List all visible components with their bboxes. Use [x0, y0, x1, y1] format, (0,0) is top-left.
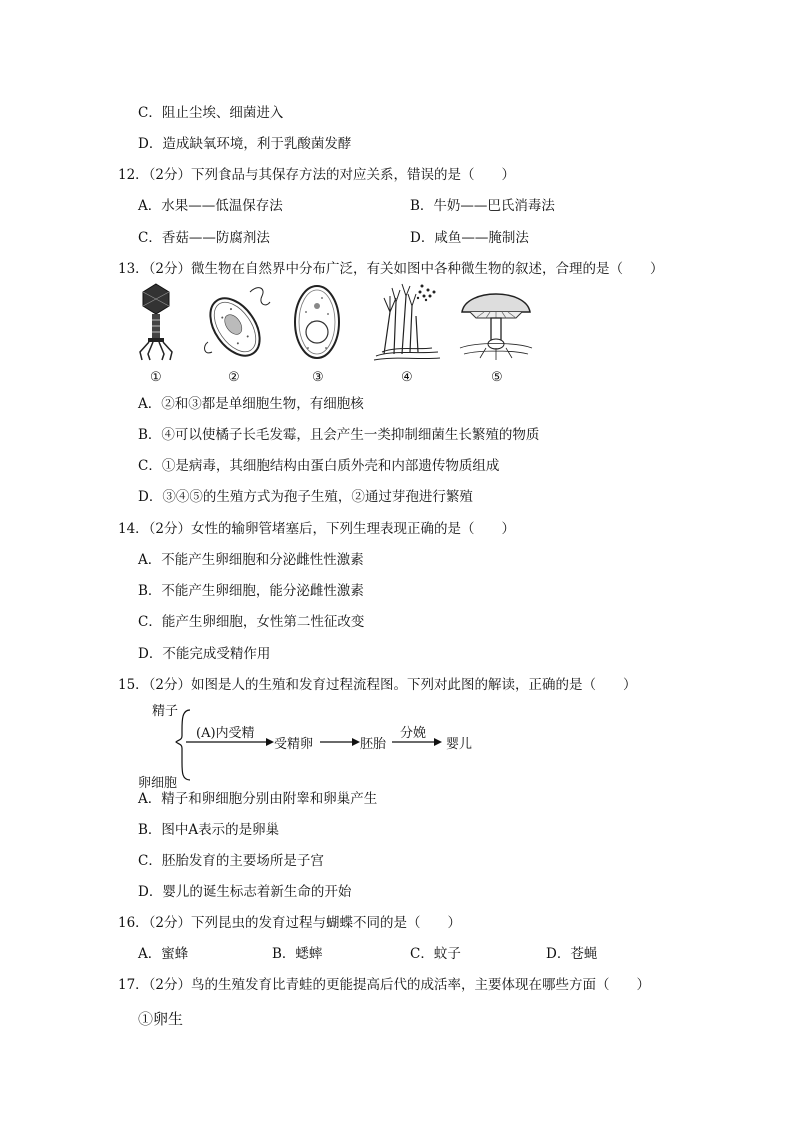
q15-stem: 15．（2分）如图是人的生殖和发育过程流程图。下列对此图的解读，正确的是（ ）	[118, 677, 637, 693]
q15-option-c: C．胚胎发育的主要场所是子宫	[138, 853, 324, 869]
q14-stem: 14．（2分）女性的输卵管堵塞后，下列生理表现正确的是（ ）	[118, 521, 516, 537]
q16-option-a: A．蜜蜂	[138, 946, 189, 962]
q14-option-c: C．能产生卵细胞，女性第二性征改变	[138, 614, 365, 630]
q13-option-d: D．③④⑤的生殖方式为孢子生殖，②通过芽孢进行繁殖	[138, 489, 473, 505]
q13-stem: 13．（2分）微生物在自然界中分布广泛，有关如图中各种微生物的叙述，合理的是（ ）	[118, 261, 664, 277]
figure-label-4: ④	[401, 370, 413, 385]
q17-stem: 17．（2分）鸟的生殖发育比青蛙的更能提高后代的成活率，主要体现在哪些方面（ ）	[118, 977, 651, 993]
yeast-cell-image	[292, 282, 342, 366]
flow-embryo: 胚胎	[360, 737, 387, 752]
flow-egg: 卵细胞	[138, 776, 178, 791]
q16-option-c: C．蚊子	[410, 946, 461, 962]
q13-option-c: C．①是病毒，其细胞结构由蛋白质外壳和内部遗传物质组成	[138, 458, 500, 474]
flow-sperm: 精子	[152, 704, 179, 719]
q11-option-d: D．造成缺氧环境，利于乳酸菌发酵	[138, 136, 352, 152]
figure-label-2: ②	[228, 370, 240, 385]
q13-option-b: B．④可以使橘子长毛发霉，且会产生一类抑制细菌生长繁殖的物质	[138, 427, 540, 443]
flow-zygote: 受精卵	[274, 737, 314, 752]
q14-option-d: D．不能完成受精作用	[138, 646, 271, 662]
figure-label-3: ③	[312, 370, 324, 385]
mushroom-image	[456, 282, 536, 366]
figure-label-5: ⑤	[491, 370, 503, 385]
q15-option-b: B．图中A表示的是卵巢	[138, 822, 280, 838]
mold-image	[372, 282, 442, 366]
bacteriophage-image	[136, 282, 176, 366]
q12-option-b: B．牛奶——巴氏消毒法	[410, 198, 555, 214]
flow-fertilization-a: (A)内受精	[196, 726, 255, 741]
q16-option-b: B．蟋蟀	[272, 946, 323, 962]
q17-item-1: ①卵生	[138, 1010, 184, 1028]
bacterium-image	[200, 282, 270, 366]
q12-option-a: A．水果——低温保存法	[138, 198, 283, 214]
q12-option-c: C．香菇——防腐剂法	[138, 230, 270, 246]
q12-stem: 12．（2分）下列食品与其保存方法的对应关系，错误的是（ ）	[118, 167, 516, 183]
flow-baby: 婴儿	[446, 737, 473, 752]
reproduction-flowchart	[138, 700, 558, 790]
q15-option-a: A．精子和卵细胞分别由附睾和卵巢产生	[138, 791, 378, 807]
q11-option-c: C．阻止尘埃、细菌进入	[138, 105, 284, 121]
q16-option-d: D．苍蝇	[546, 946, 598, 962]
q14-option-a: A．不能产生卵细胞和分泌雌性性激素	[138, 552, 364, 568]
q15-option-d: D．婴儿的诞生标志着新生命的开始	[138, 884, 352, 900]
q12-option-d: D．咸鱼——腌制法	[410, 230, 529, 246]
q14-option-b: B．不能产生卵细胞，能分泌雌性激素	[138, 583, 364, 599]
q13-option-a: A．②和③都是单细胞生物，有细胞核	[138, 396, 364, 412]
q16-stem: 16．（2分）下列昆虫的发育过程与蝴蝶不同的是（ ）	[118, 915, 462, 931]
flow-birth: 分娩	[400, 726, 427, 741]
figure-label-1: ①	[150, 370, 162, 385]
